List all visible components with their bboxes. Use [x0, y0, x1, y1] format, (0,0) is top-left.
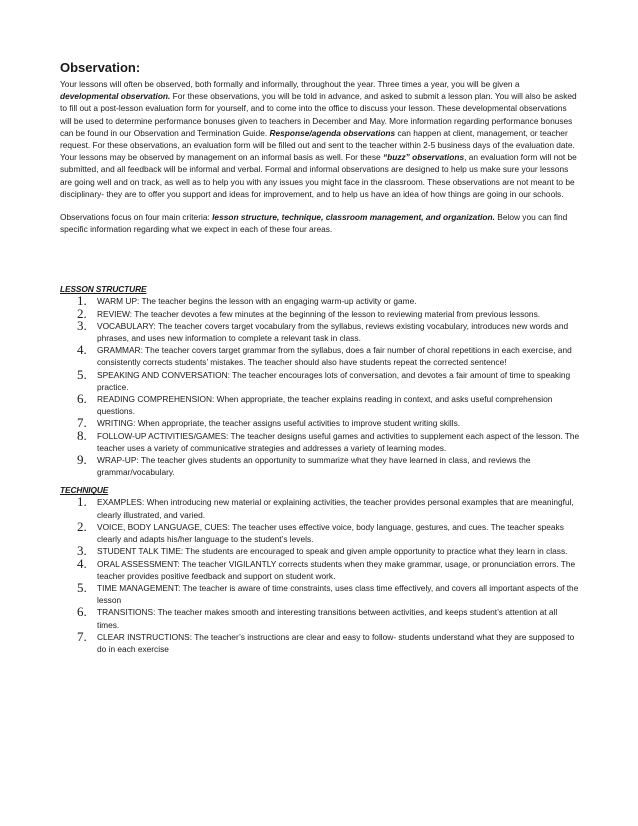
list-item-text: WRITING: When appropriate, the teacher assigns useful activities to improve student writing skills. [97, 418, 461, 429]
list-item-number: 4. [77, 342, 87, 358]
list-item [60, 555, 580, 582]
list-item-number: 8. [77, 427, 87, 443]
page-title: Observation: [60, 60, 141, 75]
list-item [60, 393, 580, 417]
list-item-number: 1. [77, 293, 87, 309]
list-item-number: 2. [77, 518, 87, 534]
emphasized-text: developmental observation. [60, 91, 171, 102]
list-item-text: STUDENT TALK TIME: The students are encouraged to speak and given ample opportunity to practice what they learn in class. [97, 546, 568, 557]
list-item [60, 317, 580, 344]
intro-paragraph [60, 78, 580, 200]
list-item-number: 4. [77, 555, 87, 571]
list-item-text: VOICE, BODY LANGUAGE, CUES: The teacher uses effective voice, body language, gestures, and cues. The teacher speaks clearly and adapts his/her language to the student’s levels. [97, 521, 564, 545]
list-item-text: TIME MANAGEMENT: The teacher is aware of time constraints, uses class time effectively, and covers all important aspects of the lesson [97, 582, 579, 606]
list-item-number: 6. [77, 604, 87, 620]
list-item [60, 427, 580, 454]
list-item-text: TRANSITIONS: The teacher makes smooth and interesting transitions between activities, and keeps student’s attention at all times. [97, 607, 558, 630]
list-item-number: 5. [77, 579, 87, 595]
list-item-text: WRAP-UP: The teacher gives students an opportunity to summarize what they have learned in class, and reviews the grammar/vocabulary. [97, 455, 531, 478]
text-run: Observations focus on four main criteria: [60, 212, 213, 223]
emphasized-text: “buzz” observations [382, 152, 465, 163]
list-item-number: 3. [77, 317, 87, 333]
section-title-lesson-structure: LESSON STRUCTURE [60, 284, 147, 295]
list-item-text: WARM UP: The teacher begins the lesson with an engaging warm-up activity or game. [97, 296, 417, 307]
list-item [60, 417, 580, 429]
criteria-paragraph [60, 211, 580, 235]
list-item-text: SPEAKING AND CONVERSATION: The teacher encourages lots of conversation, and devotes a fair amount of time to speaking practice. [97, 369, 571, 392]
list-item [60, 518, 580, 545]
list-item [60, 628, 580, 655]
list-item-number: 2. [77, 305, 87, 321]
text-run: can happen at client, management, or teacher request. For these observations, an evaluation form will be filled out and sent to the teacher within 2-5 business days of the evaluation date. Your lessons may be observed by management on an informal basis as well. For these [60, 127, 575, 163]
list-item-number: 7. [77, 415, 87, 431]
list-item [60, 579, 580, 606]
list-item-number: 6. [77, 391, 87, 407]
list-item-text: GRAMMAR: The teacher covers target grammar from the syllabus, does a fair number of choral repetitions in each exercise, and consistently corrects students’ mistakes. The teacher should also have students repeat the corrected sentence! [97, 345, 572, 368]
list-item-number: 5. [77, 366, 87, 382]
emphasized-text: Response/agenda observations [269, 127, 396, 138]
list-item-text: VOCABULARY: The teacher covers target vocabulary from the syllabus, reviews existing vocabulary, introduces new words and phrases, and uses new information to complete a relevant task in class. [97, 320, 569, 344]
text-run: Below you can find specific information regarding what we expect in each of these four areas. [60, 212, 568, 235]
section-title-technique: TECHNIQUE [60, 485, 109, 496]
text-run: For these observations, you will be told in advance, and asked to submit a lesson plan. You will also be asked to fill out a post-lesson evaluation form for yourself, and to come into the office to discuss your lesson. These developmental observations will be used to determine performance bonuses given to teachers in December and May. More information regarding performance bonuses can be found in our Observation and Termination Guide. [60, 91, 577, 138]
list-item-text: EXAMPLES: When introducing new material or explaining activities, the teacher provides personal examples that are meaningful, clearly illustrated, and varied. [97, 497, 574, 520]
list-item [60, 305, 580, 321]
list-item [60, 454, 580, 478]
list-item-number: 7. [77, 628, 87, 644]
list-item-number: 9. [77, 452, 87, 468]
emphasized-text: lesson structure, technique, classroom management, and organization. [212, 212, 495, 223]
list-item-number: 3. [77, 543, 87, 559]
list-item [60, 366, 580, 393]
list-item [60, 545, 580, 557]
list-item [60, 606, 580, 630]
list-item-text: REVIEW: The teacher devotes a few minutes at the beginning of the lesson to reviewing material from previous lessons. [97, 308, 541, 319]
document-page [60, 60, 580, 655]
list-item [60, 295, 580, 307]
list-item [60, 496, 580, 520]
list-item-text: READING COMPREHENSION: When appropriate, the teacher explains reading in context, and asks useful comprehension questions. [97, 394, 553, 417]
technique-list [60, 496, 580, 655]
text-run: Your lessons will often be observed, both formally and informally, throughout the year. Three times a year, you will be given a [60, 79, 520, 89]
text-run: , an evaluation form will not be submitted, and all feedback will be informal and verbal. Formal and informal observations are designed to help us make sure your lessons are going well and on track, as well as to help you with any issues you might face in the classroom. These observations are not meant to be disciplinary- they are to offer you support and ideas for improvement, and to help us have an idea of how things are going in our schools. [60, 152, 577, 199]
list-item-text: FOLLOW-UP ACTIVITIES/GAMES: The teacher designs useful games and activities to supplement each aspect of the lesson. The teacher uses a variety of communicative strategies and addresses a variety of learning modes. [97, 430, 580, 453]
lesson-structure-list [60, 295, 580, 478]
list-item-text: CLEAR INSTRUCTIONS: The teacher’s instructions are clear and easy to follow- students understand what they are supposed to do in each exercise [97, 631, 575, 654]
list-item [60, 344, 580, 368]
list-item-text: ORAL ASSESSMENT: The teacher VIGILANTLY corrects students when they make grammar, usage, or pronunciation errors. The teacher provides positive feedback and support on student work. [97, 558, 576, 581]
list-item-number: 1. [77, 494, 87, 510]
